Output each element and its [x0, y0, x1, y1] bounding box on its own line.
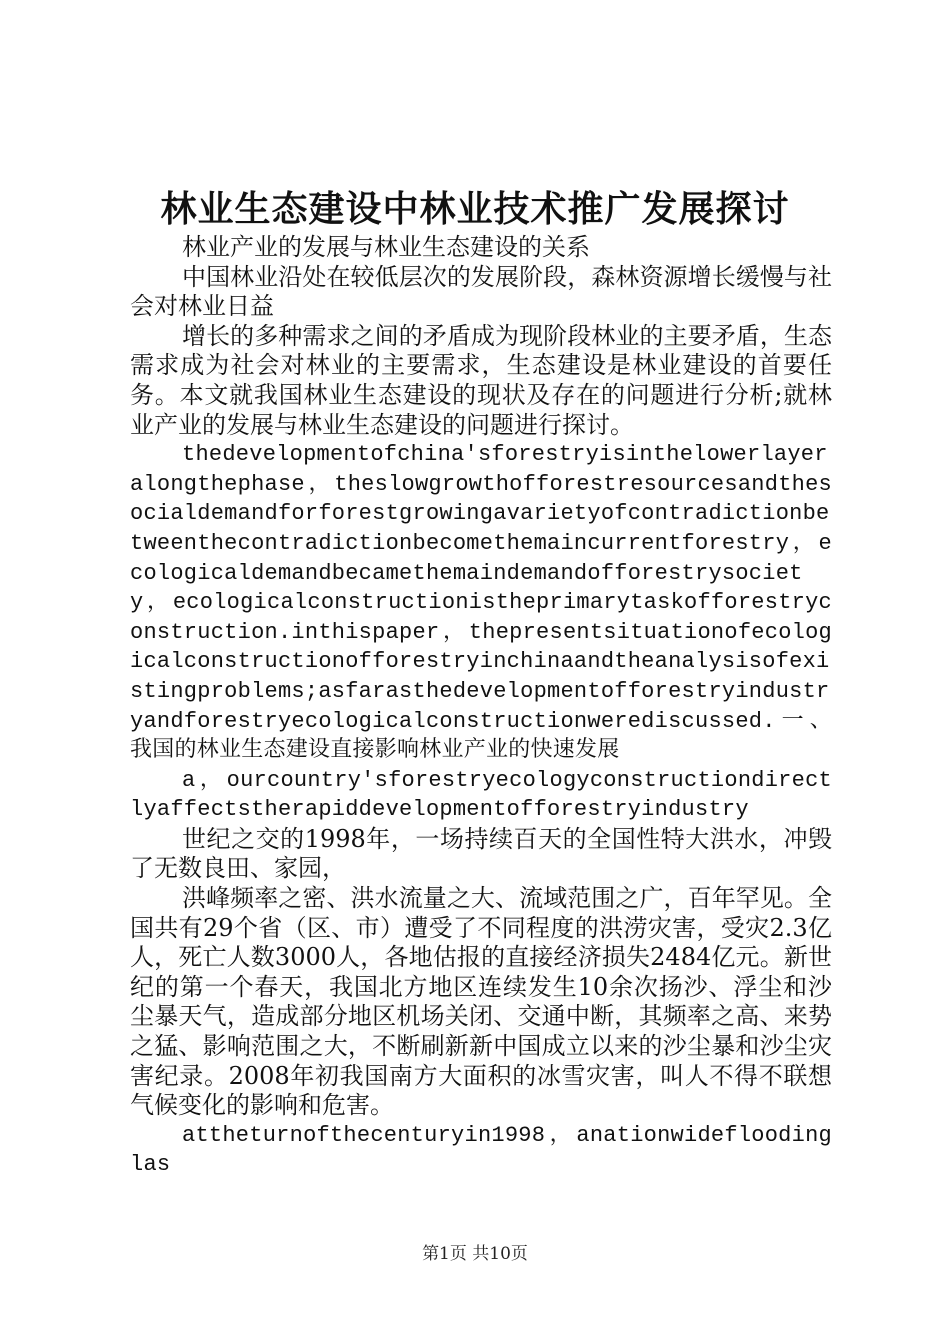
- paragraph-abstract: 增长的多种需求之间的矛盾成为现阶段林业的主要矛盾，生态需求成为社会对林业的主要需求，生态建设是林业建设的首要任务。本文就我国林业生态建设的现状及存在的问题进行分析;就林业产业的发展与林业生态建设的问题进行探讨。: [130, 321, 832, 439]
- paragraph-heading-relationship: 林业产业的发展与林业生态建设的关系: [182, 233, 590, 261]
- paragraph-intro: 中国林业沿处在较低层次的发展阶段，森林资源增长缓慢与社会对林业日益: [130, 262, 832, 321]
- paragraph-english-flood: attheturnofthecenturyin1998，anationwidefloodinglas: [130, 1122, 832, 1178]
- paragraph-english-heading: a，ourcountry'sforestryecologyconstructiondirectlyaffectstherapiddevelopmentofforestryindustry: [130, 767, 832, 823]
- page-number-footer: 第1页 共10页: [422, 1244, 528, 1264]
- paragraph-english-abstract: thedevelopmentofchina'sforestryisinthelowerlayeralongthephase，theslowgrowthofforestresourcesandthesocialdemandforforestgrowingavarietyofcontradictionbetweenthecontradictionbecomethemaincurrentforestry，ecologicaldemandbecamethemaindemandofforestrysociety，ecologicalconstructionistheprimarytaskofforestryconstruction.inthispaper，thepresentsituationofecologicalconstructionofforestryinchinaandtheanalysisofexistingproblems;asfarasthedevelopmentofforestryindustryandforestryecologicalconstructionwerediscussed.一、我国的林业生态建设直接影响林业产业的快速发展: [130, 442, 832, 764]
- document-body: [130, 233, 832, 1180]
- paragraph-flood-1998: 世纪之交的1998年，一场持续百天的全国性特大洪水，冲毁了无数良田、家园，: [130, 824, 832, 883]
- document-title: 林业生态建设中林业技术推广发展探讨: [160, 188, 790, 230]
- paragraph-disasters: 洪峰频率之密、洪水流量之大、流域范围之广，百年罕见。全国共有29个省（区、市）遭受了不同程度的洪涝灾害，受灾2.3亿人，死亡人数3000人，各地估报的直接经济损失2484亿元。新世纪的第一个春天，我国北方地区连续发生10余次扬沙、浮尘和沙尘暴天气，造成部分地区机场关闭、交通中断，其频率之高、来势之猛、影响范围之大，不断刷新新中国成立以来的沙尘暴和沙尘灾害纪录。2008年初我国南方大面积的冰雪灾害，叫人不得不联想气候变化的影响和危害。: [130, 884, 832, 1120]
